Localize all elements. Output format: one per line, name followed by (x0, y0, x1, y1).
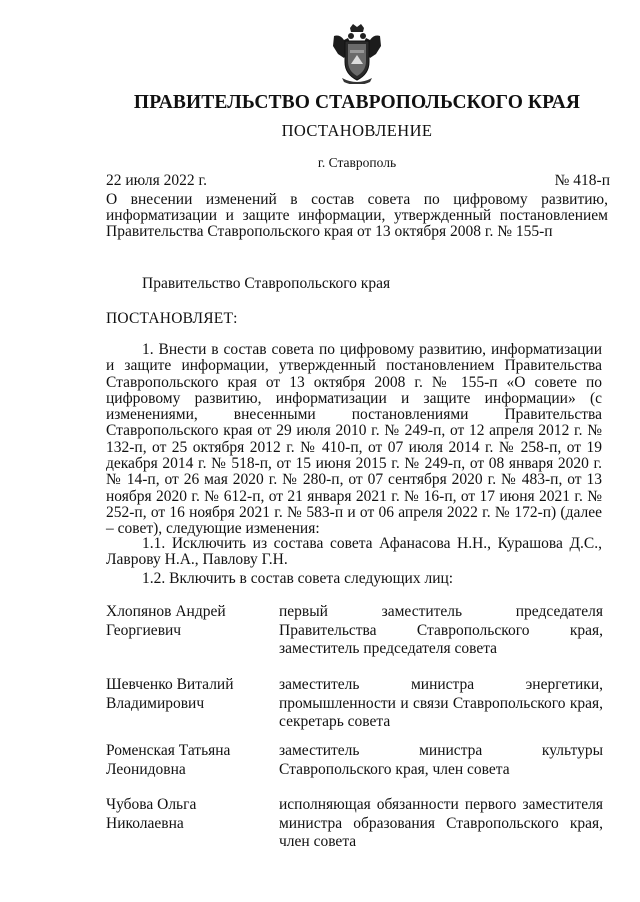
paragraph-1: 1. Внести в состав совета по цифровому развитию, информатизации и защите информации, утвержденный постановлением Правительства Ставропольского края от 13 октября 2008 г. № 155-п «О совете по цифровому развитию, информатизации и защите информации» (с изменениями, внесенными постановлениями Правительства Ставропольского края от 29 июля 2010 г. № 249-п, от 12 апреля 2012 г. № 132-п, от 25 октября 2012 г. № 410-п, от 07 июля 2014 г. № 258-п, от 19 декабря 2014 г. № 518-п, от 15 июня 2015 г. № 249-п, от 08 января 2020 г. № 14-п, от 26 мая 2020 г. № 280-п, от 07 сентября 2020 г. № 483-п, от 13 ноября 2020 г. № 612-п, от 21 января 2021 г. № 16-п, от 17 июня 2021 г. № 252-п, от 16 ноября 2021 г. № 583-п и от 06 апреля 2022 г. № 172-п) (далее – совет), следующие изменения: (106, 341, 602, 538)
item-1-2: 1.2. Включить в состав совета следующих лиц: (142, 570, 454, 587)
document-date: 22 июля 2022 г. (106, 172, 207, 189)
city: г. Ставрополь (317, 155, 397, 170)
member-role: заместитель министра культуры Ставропольского края, член совета (279, 742, 603, 778)
document-type: ПОСТАНОВЛЕНИЕ (281, 121, 433, 140)
member-name: Хлопянов Андрей Георгиевич (106, 603, 226, 639)
government-line: Правительство Ставропольского края (142, 275, 391, 292)
document-number: № 418-п (554, 172, 610, 189)
member-role: первый заместитель председателя Правительства Ставропольского края, заместитель председателя совета (279, 603, 603, 657)
member-role: исполняющая обязанности первого заместителя министра образования Ставропольского края, член совета (279, 796, 603, 850)
resolves-heading: ПОСТАНОВЛЯЕТ: (106, 310, 238, 327)
document-subject: О внесении изменений в состав совета по цифровому развитию, информатизации и защите информации, утвержденный постановлением Правительства Ставропольского края от 13 октября 2008 г. № 155-п (106, 191, 608, 240)
member-role: заместитель министра энергетики, промышленности и связи Ставропольского края, секретарь совета (279, 676, 603, 730)
member-name: Шевченко Виталий Владимирович (106, 676, 234, 712)
coat-of-arms-emblem (330, 24, 384, 84)
government-title: ПРАВИТЕЛЬСТВО СТАВРОПОЛЬСКОГО КРАЯ (133, 92, 581, 113)
member-name: Роменская Татьяна Леонидовна (106, 742, 231, 778)
item-1-1: 1.1. Исключить из состава совета Афанасова Н.Н., Курашова Д.С., Лаврову Н.А., Павлову Г.Н. (106, 535, 602, 569)
member-name: Чубова Ольга Николаевна (106, 796, 197, 832)
